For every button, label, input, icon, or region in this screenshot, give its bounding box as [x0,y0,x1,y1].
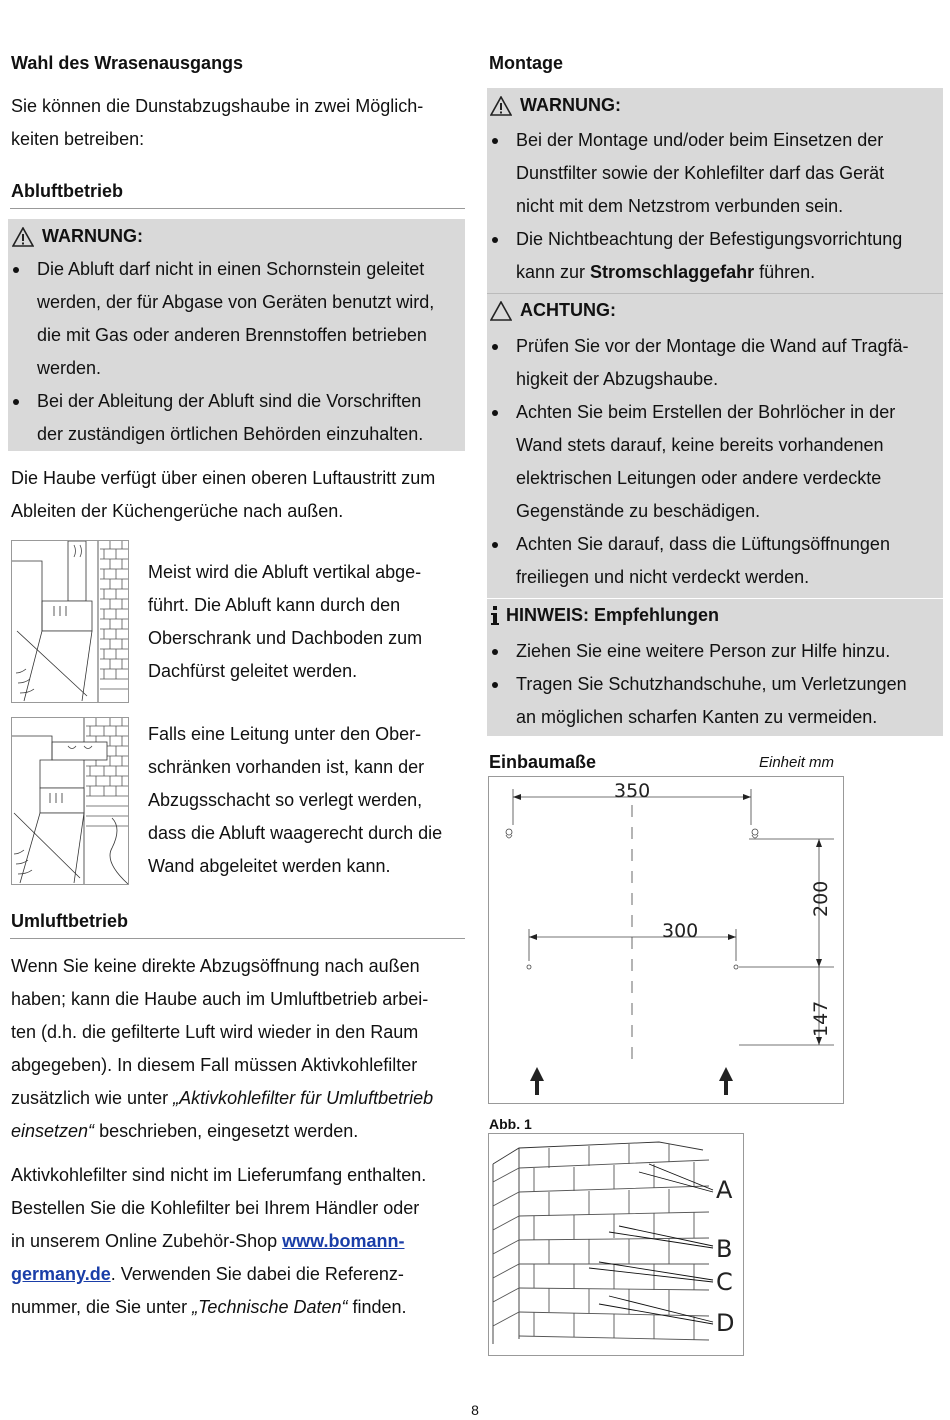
heading-montage: Montage [489,53,563,73]
achtung-list [489,330,943,594]
label-d: D [716,1309,735,1337]
divider [10,938,465,939]
divider [487,293,943,294]
list-item: Die Abluft darf nicht in einen Schornstein geleitet werden, der für Abgase von Geräten benutzt wird, die mit Gas oder anderen Brennstoffen betrieben werden. [10,253,465,385]
list-item: Ziehen Sie eine weitere Person zur Hilfe hinzu. [489,635,943,668]
warning-triangle-icon [490,96,512,116]
label-a: A [716,1176,733,1204]
umluft-text: Wenn Sie keine direkte Abzugsöffnung nach außen haben; kann die Haube auch im Umluftbetrieb arbei- ten (d.h. die gefilterte Luft wird wieder in den Raum abgegeben). In diesem Fall müssen Aktivkohlefilter zusätzlich wie unter „Aktivkohlefilter für Umluftbetrieb einsetzen“ beschrieben, eingesetzt werden. [11,956,434,1141]
info-icon [490,606,500,626]
list-item: Achten Sie darauf, dass die Lüftungsöffnungen freiliegen und nicht verdeckt werden. [489,528,943,594]
list-item: Achten Sie beim Erstellen der Bohrlöcher in der Wand stets darauf, keine bereits vorhandenen elektrischen Leitungen oder andere verdeckte Gegenstände zu beschädigen. [489,396,943,528]
label-b: B [716,1235,733,1263]
caution-triangle-icon [490,301,512,321]
achtung-header: ACHTUNG: [490,300,616,321]
list-item: Prüfen Sie vor der Montage die Wand auf Tragfä- higkeit der Abzugshaube. [489,330,943,396]
dim-350: 350 [614,780,651,802]
list-item: Die Nichtbeachtung der Befestigungsvorrichtung kann zur Stromschlaggefahr führen. [489,223,943,289]
intro-text: Sie können die Dunstabzugshaube in zwei Möglich- keiten betreiben: [11,96,424,149]
figure-label: Abb. 1 [489,1116,532,1132]
dimension-drawing [488,776,844,1104]
warning-header: WARNUNG: [490,95,621,116]
aktivkohle-text: Aktivkohlefilter sind nicht im Lieferumfang enthalten. Bestellen Sie die Kohlefilter bei Ihrem Händler oder in unserem Online Zubehör-Shop www.bomann- germany.de. Verwenden Sie dabei die Referenz- nummer, die Sie unter „Technische Daten“ finden. [11,1165,427,1317]
figure-horizontal-exhaust [11,717,129,885]
dim-147: 147 [810,1000,832,1037]
page-number: 8 [471,1402,479,1418]
warning-header: WARNUNG: [12,226,143,247]
divider [10,208,465,209]
figure1-caption: Meist wird die Abluft vertikal abge- führt. Die Abluft kann durch den Oberschrank und Dachboden zum Dachfürst geleitet werden. [148,562,423,681]
label-c: C [716,1268,733,1296]
heading-wrasenausgang: Wahl des Wrasenausgangs [11,53,244,73]
list-item: Bei der Ableitung der Abluft sind die Vorschriften der zuständigen örtlichen Behörden einzuhalten. [10,385,465,451]
figure-vertical-exhaust [11,540,129,703]
list-item: Tragen Sie Schutzhandschuhe, um Verletzungen an möglichen scharfen Kanten zu vermeiden. [489,668,943,734]
hinweis-header: HINWEIS: Empfehlungen [490,605,719,626]
warning-list [10,253,465,451]
figure2-caption: Falls eine Leitung unter den Ober- schränken vorhanden ist, kann der Abzugsschacht so verlegt werden, dass die Abluft waagerecht durch die Wand abgeleitet werden kann. [148,724,443,876]
hinweis-list [489,635,943,734]
shop-link-continued[interactable]: germany.de [11,1264,111,1284]
unit-label: Einheit mm [759,754,835,771]
dim-300: 300 [662,920,699,942]
list-item: Bei der Montage und/oder beim Einsetzen der Dunstfilter sowie der Kohlefilter darf das Gerät nicht mit dem Netzstrom verbunden sein. [489,124,943,223]
heading-einbaumasse: Einbaumaße [489,752,597,772]
dim-200: 200 [810,880,832,917]
warning-box-abluft [8,219,465,451]
shop-link[interactable]: www.bomann- [282,1231,405,1251]
heading-umluftbetrieb: Umluftbetrieb [11,911,128,931]
warning-list [489,124,943,289]
haube-text: Die Haube verfügt über einen oberen Luftaustritt zum Ableiten der Küchengerüche nach außen. [11,468,436,521]
warning-triangle-icon [12,227,34,247]
brick-wall-figure [488,1133,744,1356]
heading-abluftbetrieb: Abluftbetrieb [11,181,123,201]
